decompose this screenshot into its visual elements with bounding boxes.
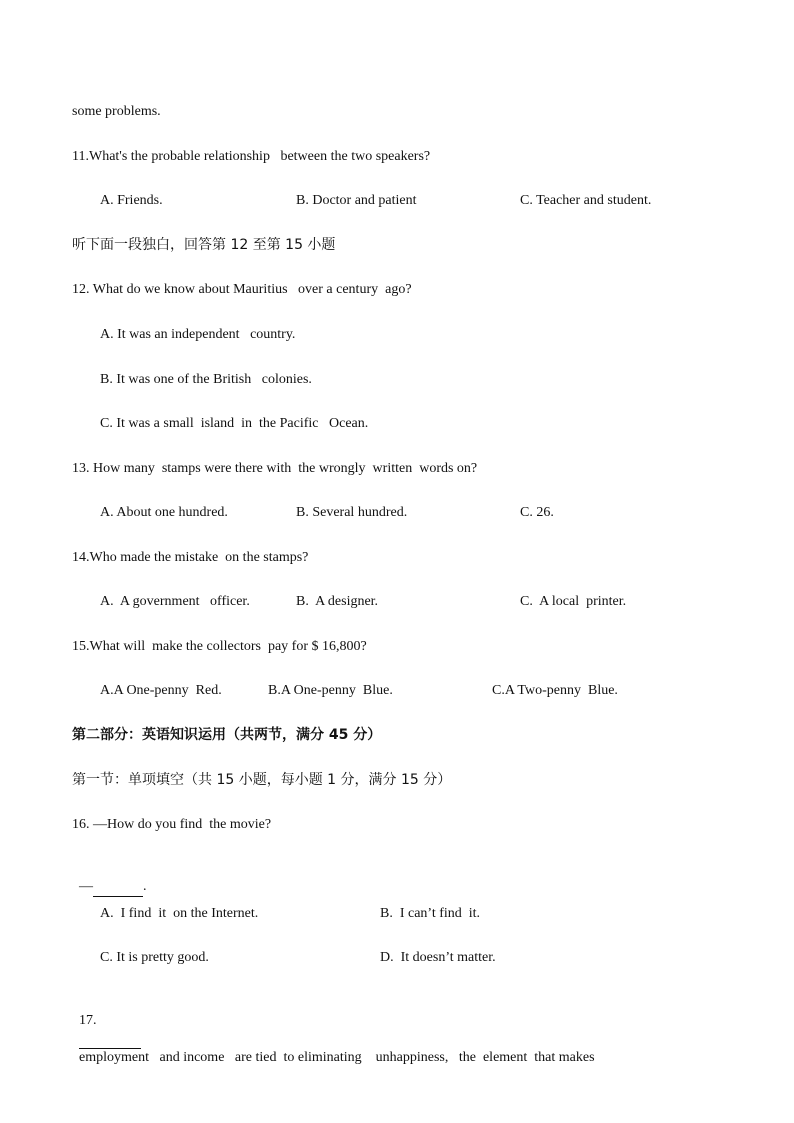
part-two-heading: 第二部分：英语知识运用（共两节，满分 45 分） (72, 727, 382, 743)
answer-blank (93, 878, 143, 897)
q17-number: 17. (79, 1013, 97, 1028)
q13-option-a: A. About one hundred. (100, 505, 228, 520)
q11-option-c: C. Teacher and student. (520, 193, 652, 208)
q12-option-b: B. It was one of the British colonies. (100, 372, 312, 387)
q16-answer-line (72, 860, 147, 897)
q13-option-b: B. Several hundred. (296, 505, 408, 520)
question-12: 12. What do we know about Mauritius over a century ago? (72, 282, 412, 297)
q16-option-c: C. It is pretty good. (100, 950, 209, 965)
q14-option-c: C. A local printer. (520, 594, 627, 609)
q16-dash: — (79, 879, 93, 894)
question-16: 16. —How do you find the movie? (72, 817, 272, 832)
q13-option-c: C. 26. (520, 505, 554, 520)
q15-option-c: C.A Two-penny Blue. (492, 683, 618, 698)
carryover-text: some problems. (72, 104, 161, 119)
q12-option-a: A. It was an independent country. (100, 327, 296, 342)
q16-option-a: A. I find it on the Internet. (100, 906, 259, 921)
question-13: 13. How many stamps were there with the wrongly written words on? (72, 461, 478, 476)
q12-option-c: C. It was a small island in the Pacific Ocean. (100, 416, 369, 431)
answer-blank (79, 1030, 141, 1049)
section-one-heading: 第一节：单项填空（共 15 小题，每小题 1 分，满分 15 分） (72, 772, 452, 788)
q16-period: . (143, 879, 147, 894)
q11-option-a: A. Friends. (100, 193, 163, 208)
q17-text: employment and income are tied to eliminating unhappiness, the element that makes (79, 1050, 595, 1065)
question-14: 14.Who made the mistake on the stamps? (72, 550, 309, 565)
q16-option-d: D. It doesn’t matter. (380, 950, 496, 965)
monologue-heading: 听下面一段独白，回答第 12 至第 15 小题 (72, 237, 336, 253)
q15-option-a: A.A One-penny Red. (100, 683, 222, 698)
q14-option-b: B. A designer. (296, 594, 379, 609)
question-17 (72, 994, 595, 1067)
question-15: 15.What will make the collectors pay for $ 16,800? (72, 639, 367, 654)
q15-option-b: B.A One-penny Blue. (268, 683, 393, 698)
q11-option-b: B. Doctor and patient (296, 193, 417, 208)
q16-option-b: B. I can’t find it. (380, 906, 481, 921)
question-11: 11.What's the probable relationship between the two speakers? (72, 149, 431, 164)
q14-option-a: A. A government officer. (100, 594, 250, 609)
